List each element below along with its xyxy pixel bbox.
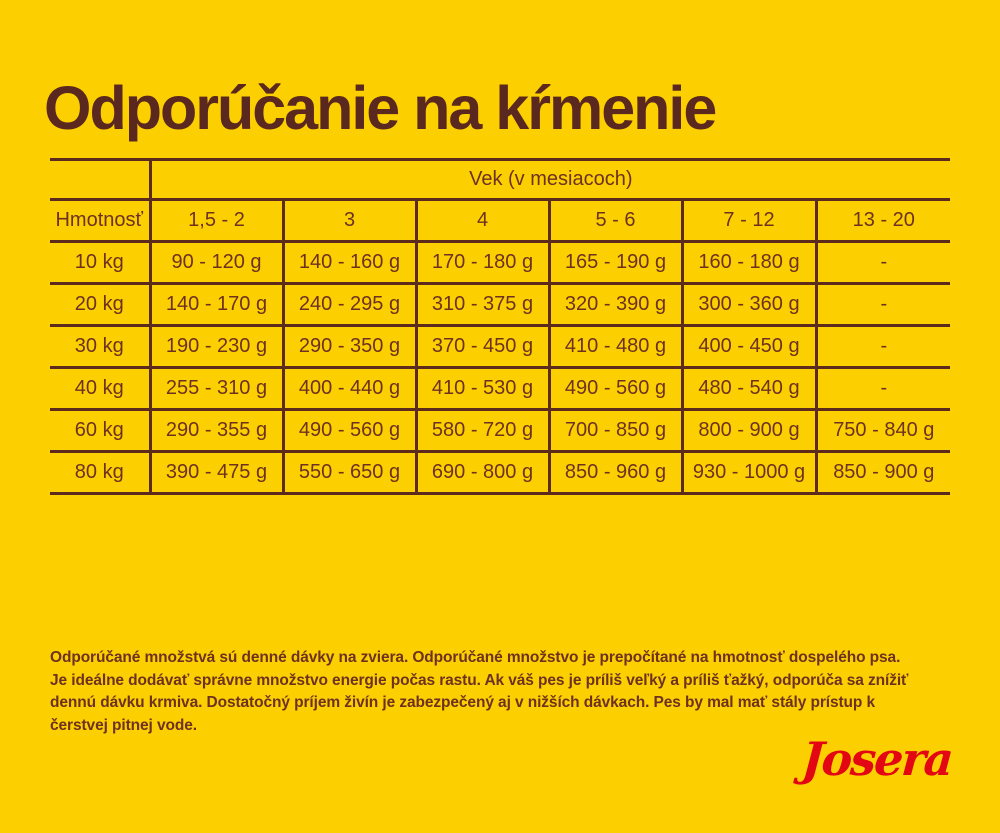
age-column-header: 1,5 - 2 [150, 200, 283, 242]
amount-cell: - [816, 326, 950, 368]
corner-cell [50, 160, 150, 200]
amount-cell: 90 - 120 g [150, 242, 283, 284]
age-column-header: 7 - 12 [682, 200, 816, 242]
weight-cell: 20 kg [50, 284, 150, 326]
feeding-note [50, 647, 970, 737]
amount-cell: 310 - 375 g [416, 284, 549, 326]
amount-cell: 400 - 450 g [682, 326, 816, 368]
amount-cell: 160 - 180 g [682, 242, 816, 284]
age-column-header: 4 [416, 200, 549, 242]
amount-cell: 750 - 840 g [816, 410, 950, 452]
amount-cell: - [816, 368, 950, 410]
feeding-table [50, 158, 950, 495]
feeding-note-line: Odporúčané množstvá sú denné dávky na zviera. Odporúčané množstvo je prepočítané na hmotnosť dospelého psa. [50, 649, 901, 666]
age-column-header: 13 - 20 [816, 200, 950, 242]
amount-cell: 410 - 530 g [416, 368, 549, 410]
weight-cell: 40 kg [50, 368, 150, 410]
amount-cell: 490 - 560 g [283, 410, 416, 452]
column-header-row [50, 200, 950, 242]
josera-logo: Josera [800, 732, 954, 786]
feeding-note-line: dennú dávku krmiva. Dostatočný príjem živín je zabezpečený aj v nižších dávkach. Pes by mal mať stály prístup k [50, 694, 876, 711]
page-title: Odporúčanie na kŕmenie [44, 73, 716, 142]
amount-cell: 140 - 170 g [150, 284, 283, 326]
table-row [50, 410, 950, 452]
age-header-row [50, 160, 950, 200]
feeding-note-line: čerstvej pitnej vode. [50, 716, 197, 734]
weight-cell: 30 kg [50, 326, 150, 368]
amount-cell: 390 - 475 g [150, 452, 283, 494]
amount-cell: 480 - 540 g [682, 368, 816, 410]
amount-cell: 800 - 900 g [682, 410, 816, 452]
amount-cell: 850 - 960 g [549, 452, 682, 494]
table-row [50, 452, 950, 494]
amount-cell: 165 - 190 g [549, 242, 682, 284]
table-row [50, 368, 950, 410]
amount-cell: 690 - 800 g [416, 452, 549, 494]
amount-cell: 255 - 310 g [150, 368, 283, 410]
amount-cell: 410 - 480 g [549, 326, 682, 368]
amount-cell: 550 - 650 g [283, 452, 416, 494]
amount-cell: 190 - 230 g [150, 326, 283, 368]
amount-cell: 170 - 180 g [416, 242, 549, 284]
amount-cell: 850 - 900 g [816, 452, 950, 494]
amount-cell: - [816, 284, 950, 326]
table-row [50, 326, 950, 368]
feeding-note-line: Je ideálne dodávať správne množstvo energie počas rastu. Ak váš pes je príliš veľký a príliš ťažký, odporúča sa znížiť [50, 671, 909, 689]
table-row [50, 284, 950, 326]
amount-cell: 320 - 390 g [549, 284, 682, 326]
weight-cell: 10 kg [50, 242, 150, 284]
amount-cell: 290 - 350 g [283, 326, 416, 368]
amount-cell: 370 - 450 g [416, 326, 549, 368]
weight-cell: 60 kg [50, 410, 150, 452]
amount-cell: 400 - 440 g [283, 368, 416, 410]
amount-cell: 700 - 850 g [549, 410, 682, 452]
amount-cell: 290 - 355 g [150, 410, 283, 452]
weight-header: Hmotnosť [50, 200, 150, 242]
age-column-header: 3 [283, 200, 416, 242]
amount-cell: 490 - 560 g [549, 368, 682, 410]
amount-cell: 300 - 360 g [682, 284, 816, 326]
amount-cell: 140 - 160 g [283, 242, 416, 284]
amount-cell: 580 - 720 g [416, 410, 549, 452]
age-header: Vek (v mesiacoch) [150, 160, 950, 200]
amount-cell: 930 - 1000 g [682, 452, 816, 494]
weight-cell: 80 kg [50, 452, 150, 494]
age-column-header: 5 - 6 [549, 200, 682, 242]
amount-cell: - [816, 242, 950, 284]
amount-cell: 240 - 295 g [283, 284, 416, 326]
table-row [50, 242, 950, 284]
